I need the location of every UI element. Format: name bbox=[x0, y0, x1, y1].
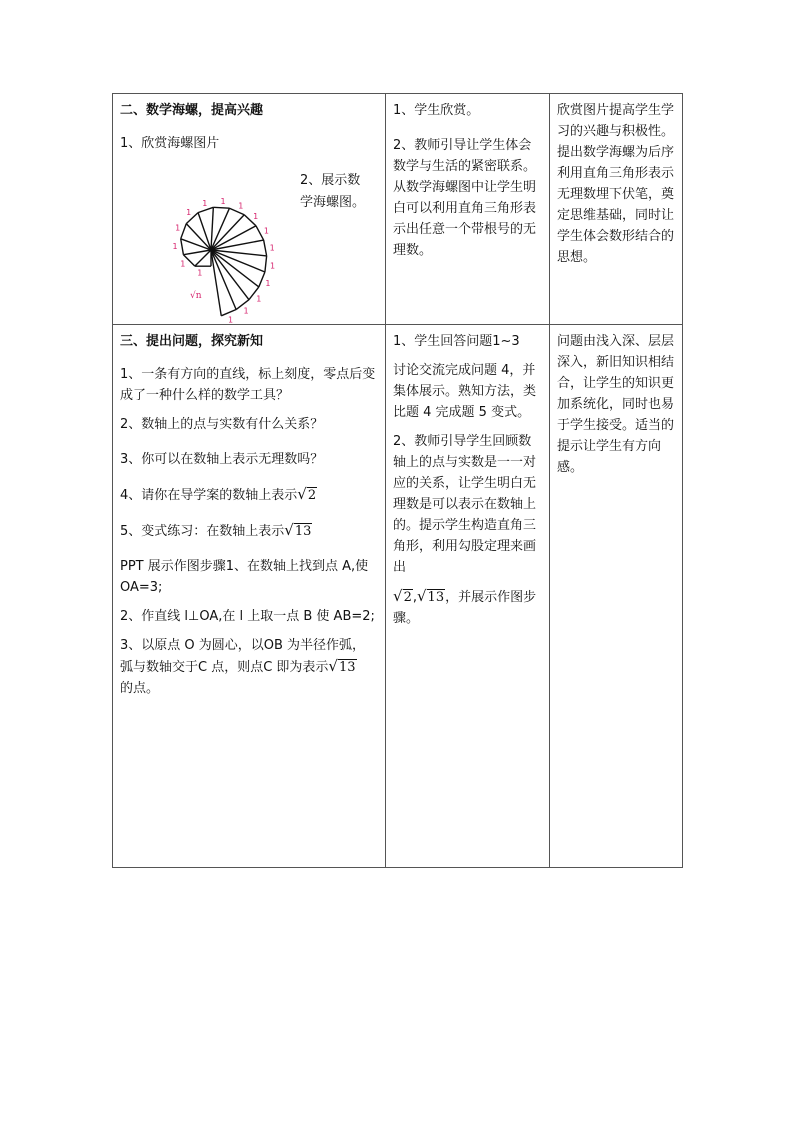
spiral-unit-label: 1 bbox=[228, 315, 234, 325]
activity-item: 1、欣赏海螺图片 bbox=[120, 136, 220, 151]
sqrt-expression: √2 bbox=[393, 587, 412, 605]
math-spiral-figure bbox=[134, 162, 284, 325]
spiral-unit-label: 1 bbox=[265, 278, 271, 288]
spiral-unit-label: 1 bbox=[253, 212, 259, 222]
row1-intent-cell bbox=[550, 94, 683, 325]
spiral-unit-label: 1 bbox=[180, 259, 186, 269]
section-heading: 三、提出问题，探究新知 bbox=[120, 334, 264, 349]
radicand: 2 bbox=[403, 590, 412, 605]
spiral-edge bbox=[181, 224, 187, 239]
activity-item: 2、展示数学海螺图。 bbox=[300, 173, 366, 210]
spiral-edge bbox=[213, 207, 229, 208]
spiral-unit-label: 1 bbox=[238, 201, 244, 211]
section-heading: 二、数学海螺，提高兴趣 bbox=[120, 103, 264, 118]
step-text: 的点。 bbox=[120, 681, 160, 696]
spiral-unit-label: 1 bbox=[197, 268, 203, 278]
spiral-unit-label: 1 bbox=[186, 208, 192, 218]
spiral-unit-label: 1 bbox=[172, 241, 178, 251]
construction-step: PPT 展示作图步骤1、在数轴上找到点 A,使 OA=3; bbox=[120, 559, 369, 595]
row2-activity-cell bbox=[113, 325, 386, 868]
student-activity: 1、学生欣赏。 bbox=[393, 103, 480, 118]
spiral-spoke bbox=[211, 208, 229, 250]
spiral-spoke bbox=[211, 207, 213, 250]
spiral-edge bbox=[198, 207, 213, 212]
spiral-unit-label: 1 bbox=[256, 294, 262, 304]
row1-student-cell bbox=[386, 94, 550, 325]
question bbox=[120, 520, 378, 542]
question: 2、数轴上的点与实数有什么关系？ bbox=[120, 417, 324, 432]
sqrt-expression: √13 bbox=[416, 587, 445, 605]
lesson-table bbox=[112, 93, 683, 868]
sqrt-expression: √13 bbox=[284, 521, 312, 539]
student-activity bbox=[393, 586, 542, 629]
spiral-edge bbox=[265, 256, 267, 272]
step-text: 3、以原点 O 为圆心，以OB 为半径作弧，弧与数轴交于C 点，则点C 即为表示 bbox=[120, 638, 366, 675]
spiral-edge bbox=[264, 240, 267, 256]
spiral-edge bbox=[259, 272, 265, 287]
question: 1、一条有方向的直线，标上刻度，零点后变成了一种什么样的数学工具？ bbox=[120, 367, 376, 403]
sqrt-expression: √13 bbox=[328, 657, 356, 675]
spiral-unit-label: 1 bbox=[243, 306, 249, 316]
question-text: 4、请你在导学案的数轴上表示 bbox=[120, 488, 298, 503]
row2-intent-cell bbox=[550, 325, 683, 868]
student-activity-text: ，并展示作图步骤。 bbox=[393, 590, 537, 626]
question-text: 5、变式练习：在数轴上表示 bbox=[120, 524, 285, 539]
spiral-edge bbox=[181, 239, 184, 255]
spiral-unit-label: 1 bbox=[270, 261, 276, 271]
table-row bbox=[113, 94, 683, 325]
separator: , bbox=[412, 590, 417, 605]
radicand: 2 bbox=[307, 488, 317, 503]
table-row bbox=[113, 325, 683, 868]
construction-step bbox=[120, 635, 378, 699]
design-intent: 欣赏图片提高学生学习的兴趣与积极性。提出数学海螺为后序利用直角三角形表示无理数埋下伏笔，奠定思维基础，同时让学生体会数形结合的思想。 bbox=[557, 103, 675, 265]
spiral-unit-label: 1 bbox=[269, 243, 275, 253]
spiral-unit-label: 1 bbox=[263, 226, 269, 236]
student-activity: 2、教师引导让学生体会数学与生活的紧密联系。从数学海螺图中让学生明白可以利用直角三角形表示出任意一个带根号的无理数。 bbox=[393, 138, 537, 258]
student-activity: 讨论交流完成问题 4，并集体展示。熟知方法，类比题 4 完成题 5 变式。 bbox=[393, 363, 537, 420]
question bbox=[120, 484, 378, 506]
spiral-unit-label: 1 bbox=[202, 199, 208, 209]
radicand: 13 bbox=[427, 590, 445, 605]
spiral-edge bbox=[256, 226, 264, 240]
design-intent: 问题由浅入深、层层深入，新旧知识相结合，让学生的知识更加系统化，同时也易于学生接受。适当的提示让学生有方向感。 bbox=[557, 334, 675, 475]
row2-student-cell bbox=[386, 325, 550, 868]
spiral-sqrt-n-label: √n bbox=[190, 291, 202, 301]
spiral-unit-label: 1 bbox=[220, 196, 226, 206]
radicand: 13 bbox=[294, 524, 312, 539]
radicand: 13 bbox=[338, 660, 356, 675]
spiral-spoke bbox=[198, 213, 211, 250]
sqrt-expression: √2 bbox=[297, 485, 317, 503]
spiral-spoke bbox=[211, 250, 221, 316]
student-activity: 1、学生回答问题1~3 bbox=[393, 334, 520, 349]
row1-activity-cell bbox=[113, 94, 386, 325]
spiral-figure-area bbox=[120, 162, 378, 325]
student-activity: 2、教师引导学生回顾数轴上的点与实数是一一对应的关系，让学生明白无理数是可以表示在数轴上的。提示学生构造直角三角形，利用勾股定理来画出 bbox=[393, 434, 537, 575]
question: 3、你可以在数轴上表示无理数吗？ bbox=[120, 452, 324, 467]
construction-step: 2、作直线 l⊥OA,在 l 上取一点 B 使 AB=2; bbox=[120, 609, 375, 624]
spiral-unit-label: 1 bbox=[175, 223, 181, 233]
